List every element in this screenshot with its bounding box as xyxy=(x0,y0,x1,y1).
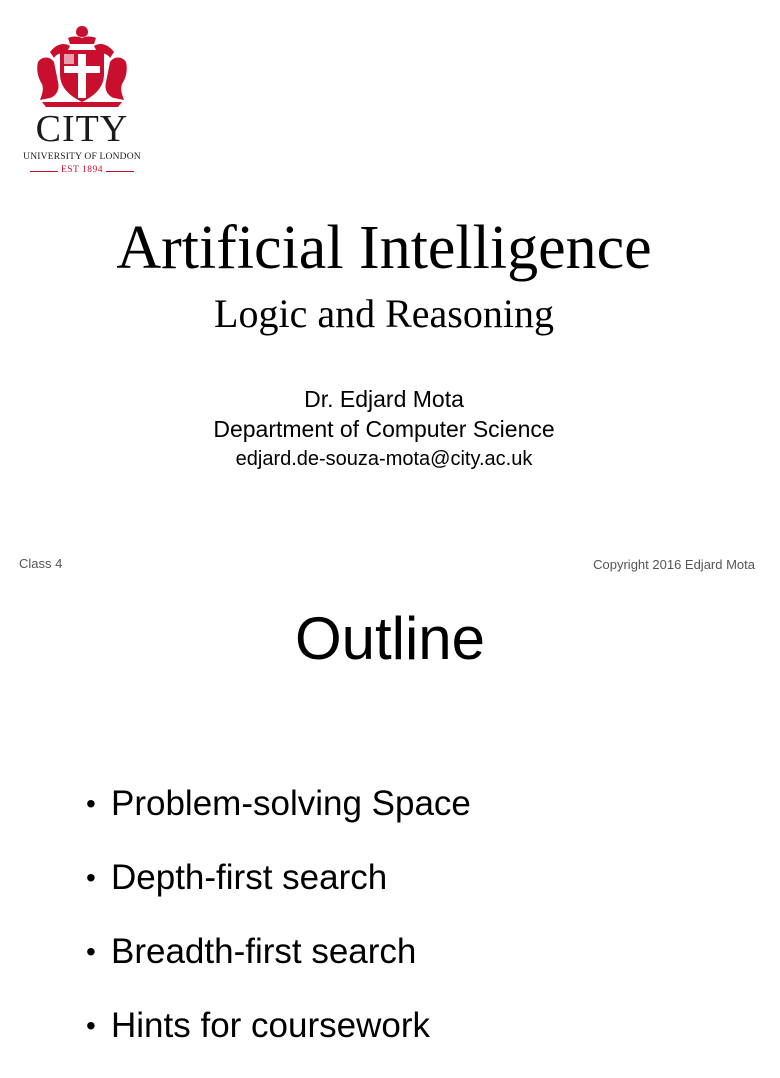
bullet-icon: • xyxy=(86,936,96,967)
author-name: Dr. Edjard Mota xyxy=(304,386,464,412)
coat-of-arms-icon xyxy=(20,22,144,112)
logo-rule-right xyxy=(106,171,134,172)
logo-wordmark: CITY xyxy=(35,108,129,150)
bullet-icon: • xyxy=(86,788,96,819)
bullet-icon: • xyxy=(86,862,96,893)
list-item-text: Hints for coursework xyxy=(111,1006,430,1045)
copyright-notice: Copyright 2016 Edjard Mota xyxy=(593,557,755,572)
author-department: Department of Computer Science xyxy=(213,416,555,442)
outline-heading: Outline xyxy=(294,605,486,672)
slide-title: Artificial Intelligence xyxy=(116,214,652,282)
university-logo xyxy=(20,22,144,178)
outline-list xyxy=(86,782,471,1078)
slide-subtitle: Logic and Reasoning xyxy=(214,291,554,336)
list-item-text: Breadth-first search xyxy=(111,932,417,971)
list-item-text: Problem-solving Space xyxy=(111,784,471,823)
class-label: Class 4 xyxy=(19,556,63,571)
author-email: edjard.de-souza-mota@city.ac.uk xyxy=(235,448,533,470)
list-item xyxy=(86,1004,471,1078)
list-item xyxy=(86,930,471,1004)
bullet-icon: • xyxy=(86,1010,96,1041)
logo-established-text: EST 1894 xyxy=(60,165,104,175)
list-item xyxy=(86,782,471,856)
list-item-text: Depth-first search xyxy=(111,858,388,897)
logo-university-text: UNIVERSITY OF LONDON xyxy=(23,152,141,162)
list-item xyxy=(86,856,471,930)
